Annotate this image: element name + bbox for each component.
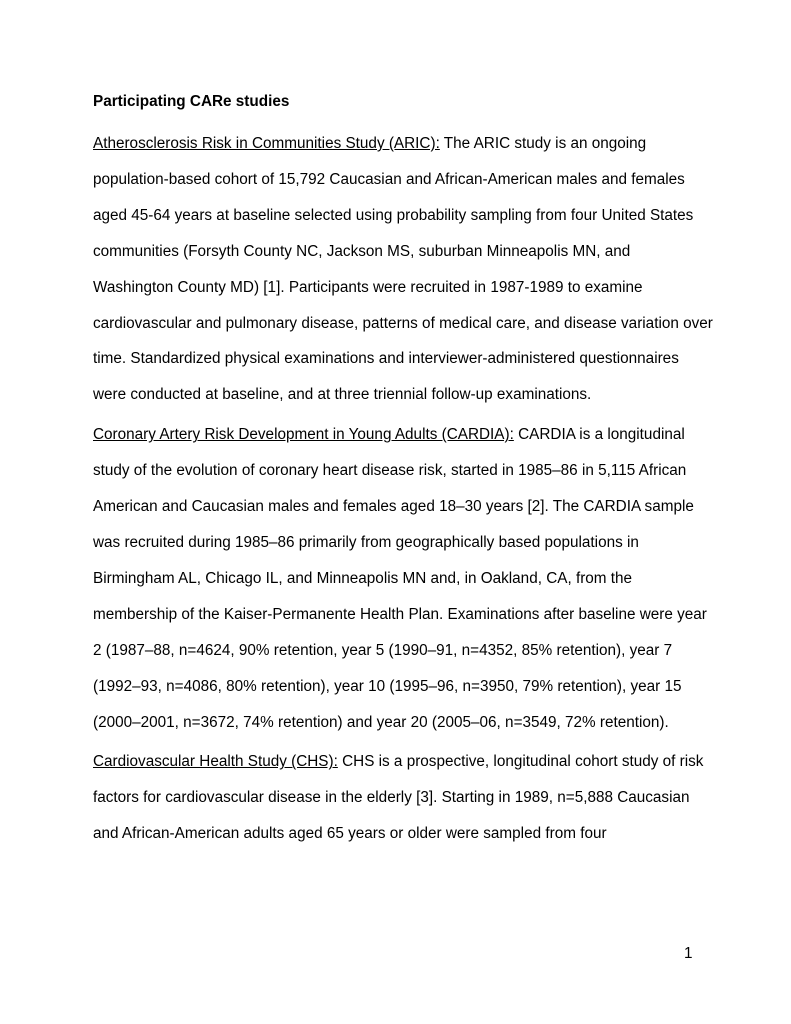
document-body — [93, 90, 713, 852]
study-name-chs: Cardiovascular Health Study (CHS): — [93, 753, 338, 771]
paragraph-text-cardia: CARDIA is a longitudinal study of the evolution of coronary heart disease risk, started in 1985–86 in 5,115 African American and Caucasian males and females aged 18–30 years [2]. The CARDIA sample was recruited during 1985–86 primarily from geographically based populations in Birmingham AL, Chicago IL, and Minneapolis MN and, in Oakland, CA, from the membership of the Kaiser-Permanente Health Plan. Examinations after baseline were year 2 (1987–88, n=4624, 90% retention, year 5 (1990–91, n=4352, 85% retention), year 7 (1992–93, n=4086, 80% retention), year 10 (1995–96, n=3950, 79% retention), year 15 (2000–2001, n=3672, 74% retention) and year 20 (2005–06, n=3549, 72% retention). — [93, 426, 707, 731]
paragraph-text-chs: CHS is a prospective, longitudinal cohort study of risk factors for cardiovascular disease in the elderly [3]. Starting in 1989, n=5,888 Caucasian and African-American adults aged 65 years or older were sampled from four — [93, 753, 704, 843]
study-name-cardia: Coronary Artery Risk Development in Young Adults (CARDIA): — [93, 426, 514, 444]
paragraph-chs — [93, 744, 713, 852]
study-name-aric: Atherosclerosis Risk in Communities Study (ARIC): — [93, 135, 440, 152]
section-heading: Participating CARe studies — [93, 93, 290, 110]
paragraph-aric — [93, 126, 713, 413]
page-number: 1 — [684, 945, 693, 962]
paragraph-cardia — [93, 417, 713, 740]
paragraph-text-aric: The ARIC study is an ongoing population-based cohort of 15,792 Caucasian and African-American males and females aged 45-64 years at baseline selected using probability sampling from four United States communities (Forsyth County NC, Jackson MS, suburban Minneapolis MN, and Washington County MD) [1]. Participants were recruited in 1987-1989 to examine cardiovascular and pulmonary disease, patterns of medical care, and disease variation over time. Standardized physical examinations and interviewer-administered questionnaires were conducted at baseline, and at three triennial follow-up examinations. — [93, 135, 713, 404]
